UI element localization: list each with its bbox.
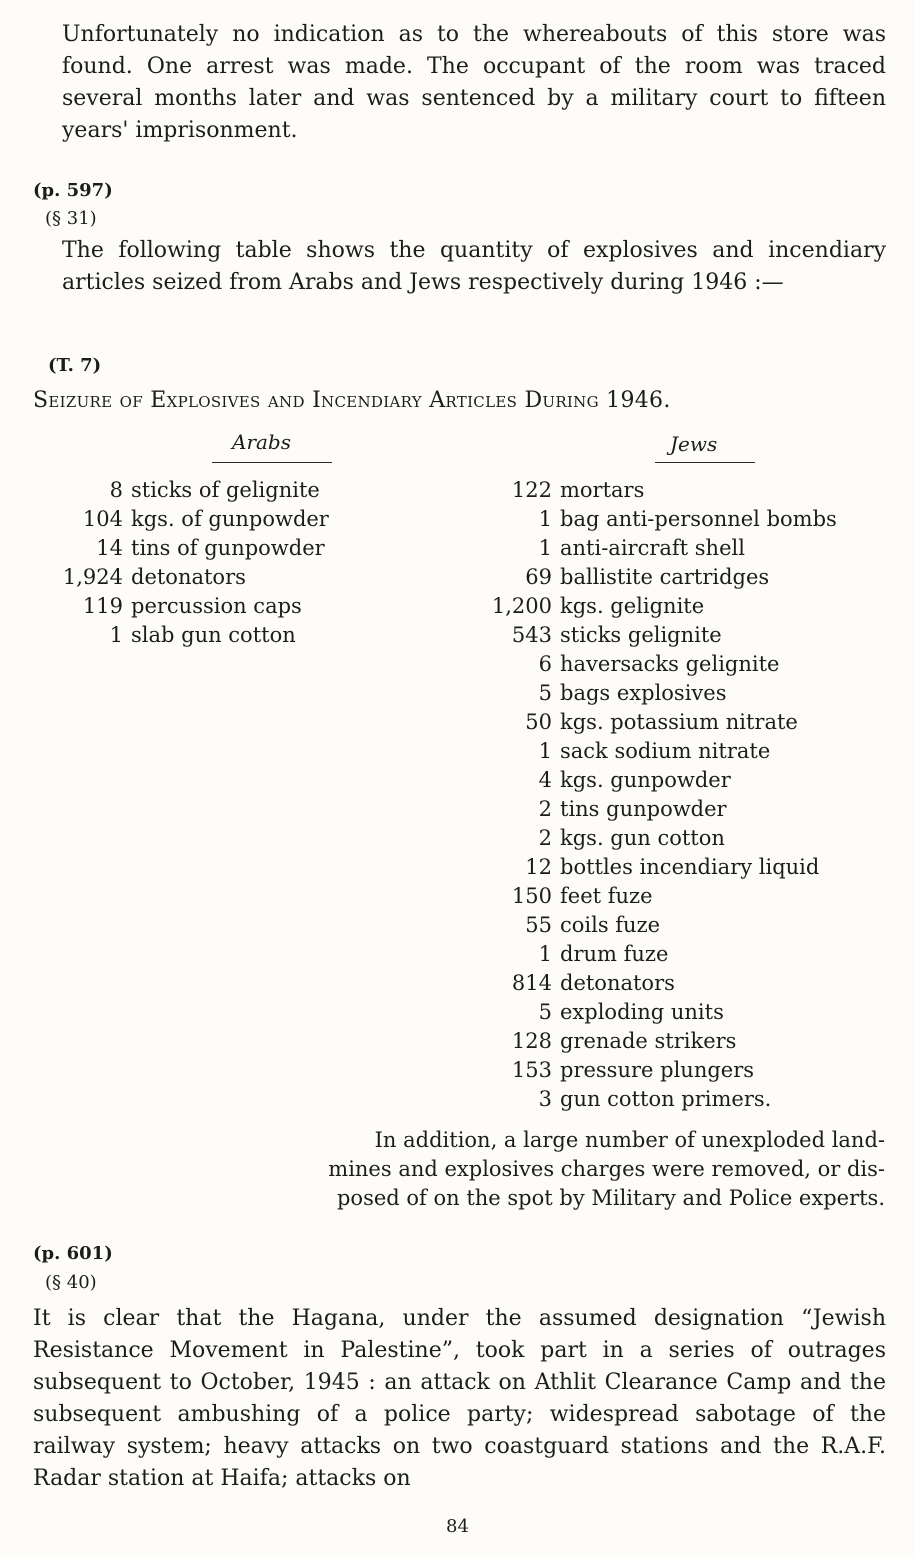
- table-reference: (T. 7): [48, 355, 102, 376]
- article: mortars: [560, 478, 645, 502]
- quantity: 1: [538, 739, 552, 763]
- jews-row: [434, 476, 837, 505]
- article: tins gunpowder: [560, 797, 727, 821]
- page-reference-601: (p. 601): [33, 1243, 113, 1264]
- jews-row: [434, 969, 837, 998]
- quantity: 1: [109, 623, 123, 647]
- article: exploding units: [560, 1000, 724, 1024]
- quantity: 1: [538, 942, 552, 966]
- jews-row: [434, 737, 837, 766]
- quantity: 122: [511, 478, 552, 502]
- jews-row: [434, 1056, 837, 1085]
- arabs-seizure-list: [31, 476, 329, 650]
- final-paragraph: It is clear that the Hagana, under the assumed designation “Jewish Resistance Movement in Palestine”, took part in a series of outrages subsequent to October, 1945 : an attack on Athlit Clearance Camp and the subsequent ambushing of a police party; widespread sabotage of the railway system; heavy attacks on two coastguard stations and the R.A.F. Radar station at Haifa; attacks on: [33, 1306, 886, 1491]
- jews-row: [434, 795, 837, 824]
- article: pressure plungers: [560, 1058, 755, 1082]
- quantity: 1: [538, 507, 552, 531]
- article: haversacks gelignite: [560, 652, 780, 676]
- article: kgs. gunpowder: [560, 768, 731, 792]
- quantity: 2: [538, 797, 552, 821]
- article: gun cotton primers.: [560, 1087, 772, 1111]
- article: ballistite cartridges: [560, 565, 770, 589]
- table-intro-paragraph: The following table shows the quantity of explosives and incendiary articles seized from Arabs and Jews respectively during 1946 :—: [62, 238, 886, 295]
- quantity: 150: [511, 884, 552, 908]
- jews-row: [434, 911, 837, 940]
- arabs-row: [31, 563, 329, 592]
- jews-row: [434, 1027, 837, 1056]
- jews-seizure-list: [434, 476, 837, 1114]
- quantity: 12: [525, 855, 552, 879]
- section-reference-40: (§ 40): [45, 1272, 97, 1293]
- article: kgs. gelignite: [560, 594, 705, 618]
- jews-row: [434, 998, 837, 1027]
- quantity: 1,924: [62, 565, 123, 589]
- arabs-row: [31, 621, 329, 650]
- arabs-heading-rule: [212, 462, 332, 463]
- article: bags explosives: [560, 681, 727, 705]
- quantity: 153: [511, 1058, 552, 1082]
- quantity: 3: [538, 1087, 552, 1111]
- jews-row: [434, 766, 837, 795]
- quantity: 119: [82, 594, 123, 618]
- jews-heading-rule: [655, 462, 755, 463]
- jews-row: [434, 563, 837, 592]
- arabs-row: [31, 534, 329, 563]
- jews-row: [434, 882, 837, 911]
- additional-note-line: mines and explosives charges were removed, or dis-: [328, 1157, 885, 1181]
- article: sticks gelignite: [560, 623, 722, 647]
- additional-note-line: In addition, a large number of unexploded land-: [374, 1128, 885, 1152]
- jews-row: [434, 621, 837, 650]
- quantity: 5: [538, 681, 552, 705]
- page-number: 84: [446, 1516, 469, 1537]
- jews-row: [434, 534, 837, 563]
- arabs-column-heading: Arabs: [232, 430, 291, 454]
- article: bottles incendiary liquid: [560, 855, 820, 879]
- jews-row: [434, 1085, 837, 1114]
- quantity: 8: [109, 478, 123, 502]
- intro-paragraph: Unfortunately no indication as to the whereabouts of this store was found. One arrest was made. The occupant of the room was traced several months later and was sentenced by a military court to fifteen years' imprisonment.: [62, 22, 886, 143]
- quantity: 104: [82, 507, 123, 531]
- quantity: 4: [538, 768, 552, 792]
- quantity: 814: [511, 971, 552, 995]
- article: coils fuze: [560, 913, 661, 937]
- article: grenade strikers: [560, 1029, 737, 1053]
- quantity: 69: [525, 565, 552, 589]
- quantity: 2: [538, 826, 552, 850]
- arabs-row: [31, 476, 329, 505]
- jews-column-heading: Jews: [670, 432, 718, 456]
- jews-row: [434, 679, 837, 708]
- quantity: 5: [538, 1000, 552, 1024]
- jews-row: [434, 940, 837, 969]
- additional-note-line: posed of on the spot by Military and Police experts.: [336, 1186, 885, 1210]
- article: sticks of gelignite: [131, 478, 320, 502]
- quantity: 14: [96, 536, 123, 560]
- jews-row: [434, 853, 837, 882]
- article: bag anti-personnel bombs: [560, 507, 837, 531]
- quantity: 1,200: [491, 594, 552, 618]
- article: anti-aircraft shell: [560, 536, 745, 560]
- article: kgs. gun cotton: [560, 826, 725, 850]
- jews-row: [434, 824, 837, 853]
- article: percussion caps: [131, 594, 302, 618]
- quantity: 1: [538, 536, 552, 560]
- article: feet fuze: [560, 884, 653, 908]
- article: sack sodium nitrate: [560, 739, 771, 763]
- article: kgs. of gunpowder: [131, 507, 329, 531]
- quantity: 50: [525, 710, 552, 734]
- article: detonators: [131, 565, 246, 589]
- page-reference-597: (p. 597): [33, 180, 113, 201]
- quantity: 6: [538, 652, 552, 676]
- article: detonators: [560, 971, 675, 995]
- article: tins of gunpowder: [131, 536, 325, 560]
- article: slab gun cotton: [131, 623, 296, 647]
- quantity: 55: [525, 913, 552, 937]
- quantity: 128: [511, 1029, 552, 1053]
- section-reference-31: (§ 31): [45, 208, 97, 229]
- quantity: 543: [511, 623, 552, 647]
- jews-row: [434, 592, 837, 621]
- jews-row: [434, 650, 837, 679]
- jews-row: [434, 505, 837, 534]
- table-title: Seizure of Explosives and Incendiary Articles During 1946.: [33, 388, 671, 413]
- article: kgs. potassium nitrate: [560, 710, 798, 734]
- article: drum fuze: [560, 942, 669, 966]
- jews-row: [434, 708, 837, 737]
- arabs-row: [31, 505, 329, 534]
- arabs-row: [31, 592, 329, 621]
